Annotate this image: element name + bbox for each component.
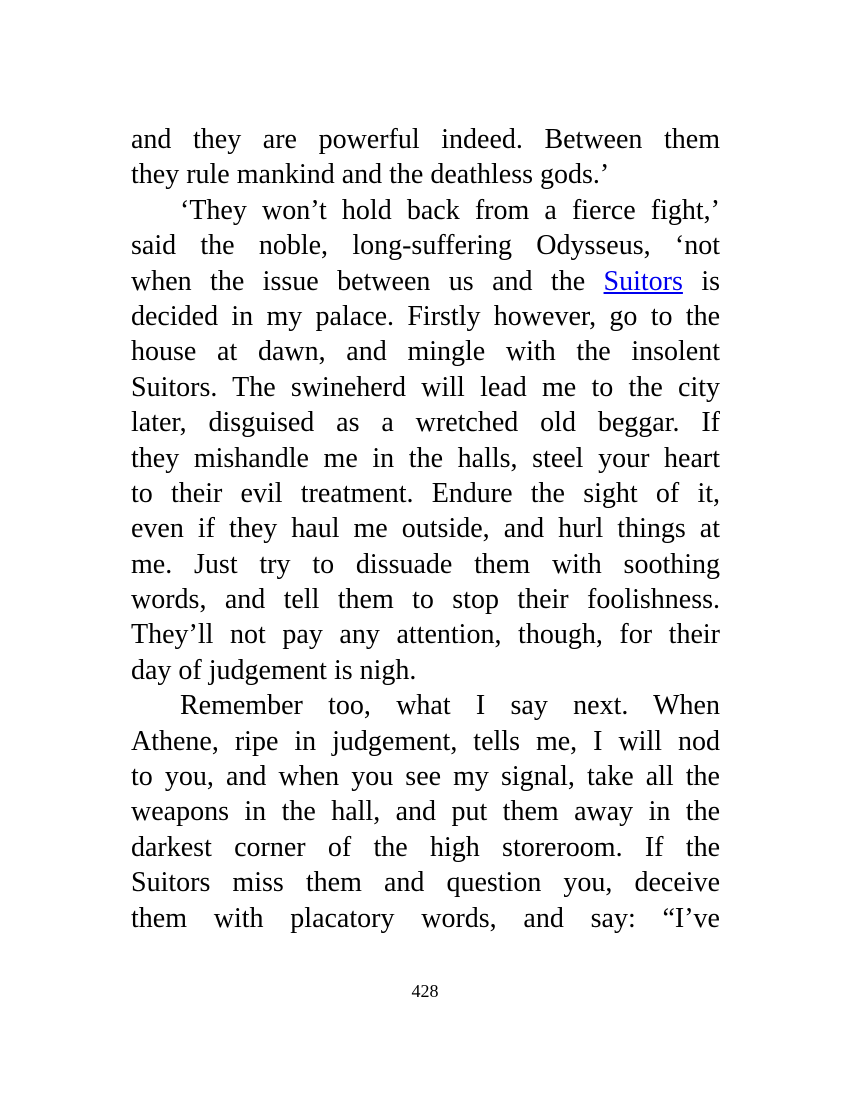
text-run: they rule mankind and the deathless gods.’ xyxy=(131,159,610,191)
text-run: day of judgement is nigh. xyxy=(131,654,417,686)
text-line xyxy=(131,617,720,652)
text-line xyxy=(131,724,720,759)
text-run: They’ll not pay any attention, though, for their xyxy=(131,619,720,651)
text-line xyxy=(131,228,720,263)
text-line xyxy=(131,441,720,476)
body-text xyxy=(131,122,720,936)
text-line xyxy=(131,193,720,228)
text-run: me. Just try to dissuade them with soothing xyxy=(131,548,720,580)
text-run: them with placatory words, and say: “I’ve xyxy=(131,902,720,934)
text-run: when the issue between us and the xyxy=(131,265,604,297)
text-line xyxy=(131,865,720,900)
text-run: darkest corner of the high storeroom. If the xyxy=(131,831,720,863)
text-run: decided in my palace. Firstly however, go to the xyxy=(131,300,720,332)
text-line xyxy=(131,334,720,369)
text-run: words, and tell them to stop their foolishness. xyxy=(131,584,720,616)
text-line xyxy=(131,794,720,829)
text-run: Remember too, what I say next. When xyxy=(180,690,720,722)
text-run: Suitors miss them and question you, deceive xyxy=(131,867,720,899)
page-number: 428 xyxy=(411,981,439,1001)
text-run: said the noble, long-suffering Odysseus, ‘not xyxy=(131,230,720,262)
text-run: ‘They won’t hold back from a fierce fight,’ xyxy=(180,194,720,226)
text-line xyxy=(131,688,720,723)
text-run: house at dawn, and mingle with the insolent xyxy=(131,336,720,368)
text-line xyxy=(131,653,720,688)
text-line xyxy=(131,901,720,936)
text-line xyxy=(131,157,720,192)
text-run: Athene, ripe in judgement, tells me, I will nod xyxy=(131,725,720,757)
text-run: is xyxy=(682,265,720,297)
text-line xyxy=(131,122,720,157)
text-run: to their evil treatment. Endure the sight of it, xyxy=(131,477,720,509)
text-line xyxy=(131,299,720,334)
text-line xyxy=(131,830,720,865)
text-run: and they are powerful indeed. Between them xyxy=(131,124,720,155)
text-run: even if they haul me outside, and hurl things at xyxy=(131,513,720,545)
text-line xyxy=(131,759,720,794)
text-run: they mishandle me in the halls, steel your heart xyxy=(131,442,720,474)
text-run: weapons in the hall, and put them away in the xyxy=(131,796,720,828)
text-line xyxy=(131,511,720,546)
text-run: later, disguised as a wretched old beggar. If xyxy=(131,407,720,439)
text-line xyxy=(131,405,720,440)
text-line xyxy=(131,476,720,511)
text-run: Suitors. The swineherd will lead me to the city xyxy=(131,371,720,403)
text-line xyxy=(131,370,720,405)
text-line xyxy=(131,264,720,299)
text-line xyxy=(131,582,720,617)
text-line xyxy=(131,547,720,582)
suitors-link[interactable]: Suitors xyxy=(603,265,683,297)
text-run: to you, and when you see my signal, take all the xyxy=(131,761,720,793)
